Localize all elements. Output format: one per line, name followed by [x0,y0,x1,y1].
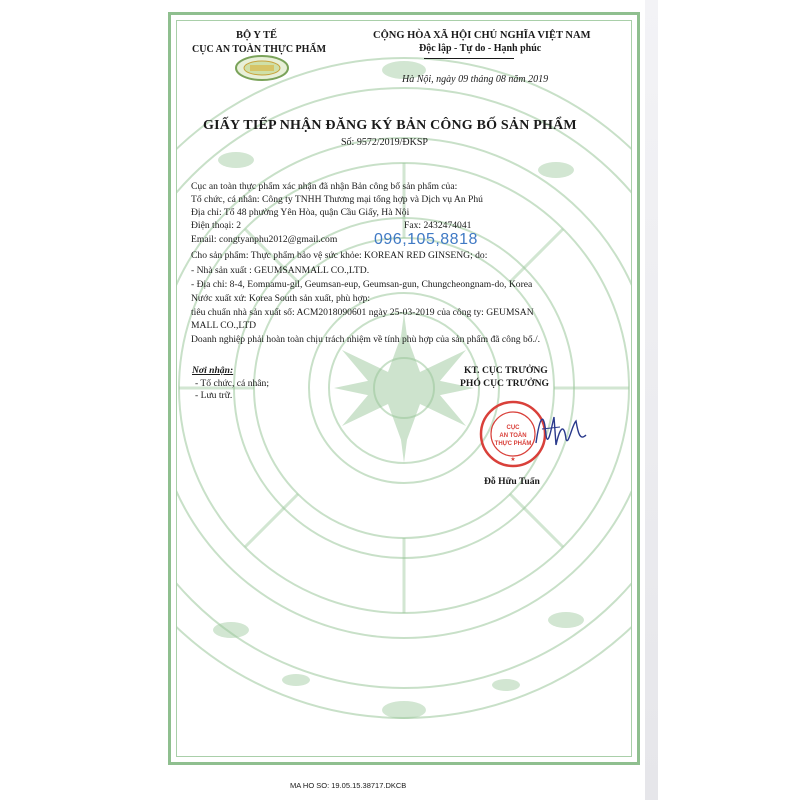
vfa-logo [234,54,290,82]
body-line: MALL CO.,LTD [191,320,257,331]
signer-name: Đỗ Hữu Tuấn [484,476,540,487]
body-line: Doanh nghiệp phải hoàn toàn chịu trách nhiệm về tính phù hợp của sản phẩm đã công bố./. [191,334,541,345]
recipients-heading: Nơi nhận: [192,365,234,376]
body-line: - Nhà sản xuất : GEUMSANMALL CO.,LTD. [191,265,370,276]
svg-text:AN TOÀN: AN TOÀN [499,433,527,439]
body-line: tiêu chuẩn nhà sản xuất số: ACM2018090601 ngày 25-03-2019 của công ty: GEUMSAN [191,307,534,318]
signer-role-1: KT. CỤC TRƯỞNG [464,365,548,376]
document-number: Số: 9572/2019/ĐKSP [341,137,428,148]
recipient-item: - Lưu trữ. [195,390,233,401]
body-line: Điện thoại: 2 [191,220,242,231]
svg-text:★: ★ [510,457,516,463]
body-line: Cho sản phẩm: Thực phẩm bảo vệ sức khỏe: KOREAN RED GINSENG; do: [191,250,488,261]
body-line: Địa chỉ: Tổ 48 phường Yên Hòa, quận Cầu Giấy, Hà Nội [191,207,410,218]
recipient-item: - Tổ chức, cá nhân; [195,378,270,389]
dossier-code: MA HO SO: 19.05.15.38717.DKCB [290,781,407,790]
signer-role-2: PHÓ CỤC TRƯỞNG [460,378,550,389]
issue-date: Hà Nội, ngày 09 tháng 08 năm 2019 [402,74,549,85]
handwritten-signature [530,405,590,455]
department-name: CỤC AN TOÀN THỰC PHẨM [192,44,327,55]
svg-text:THỰC PHẨM: THỰC PHẨM [494,441,532,447]
email-line: Email: congtyanphu2012@gmail.com [191,234,338,245]
document-title: GIẤY TIẾP NHẬN ĐĂNG KÝ BẢN CÔNG BỐ SẢN PHẨM [203,118,577,133]
body-line: Cục an toàn thực phẩm xác nhận đã nhận Bản công bố sản phẩm của: [191,181,458,192]
body-line: Nước xuất xứ: Korea South sản xuất, phù hợp: [191,293,371,304]
republic-name: CỘNG HÒA XÃ HỘI CHỦ NGHĨA VIỆT NAM [373,30,591,41]
national-motto: Độc lập - Tự do - Hạnh phúc [419,43,542,54]
phone-overlay: 096,105,8818 [374,231,478,248]
fax-number: Fax: 2432474041 [404,220,472,231]
body-line: Tổ chức, cá nhân: Công ty TNHH Thương mại tổng hợp và Dịch vụ An Phú [191,194,483,205]
svg-text:CỤC: CỤC [506,425,520,431]
ministry-name: BỘ Y TẾ [236,30,278,41]
body-line: - Địa chỉ: 8-4, Eomnamu-gil, Geumsan-eup, Geumsan-gun, Chungcheongnam-do, Korea [191,279,533,290]
motto-underline [424,58,514,59]
page-edge-shadow [645,0,658,800]
